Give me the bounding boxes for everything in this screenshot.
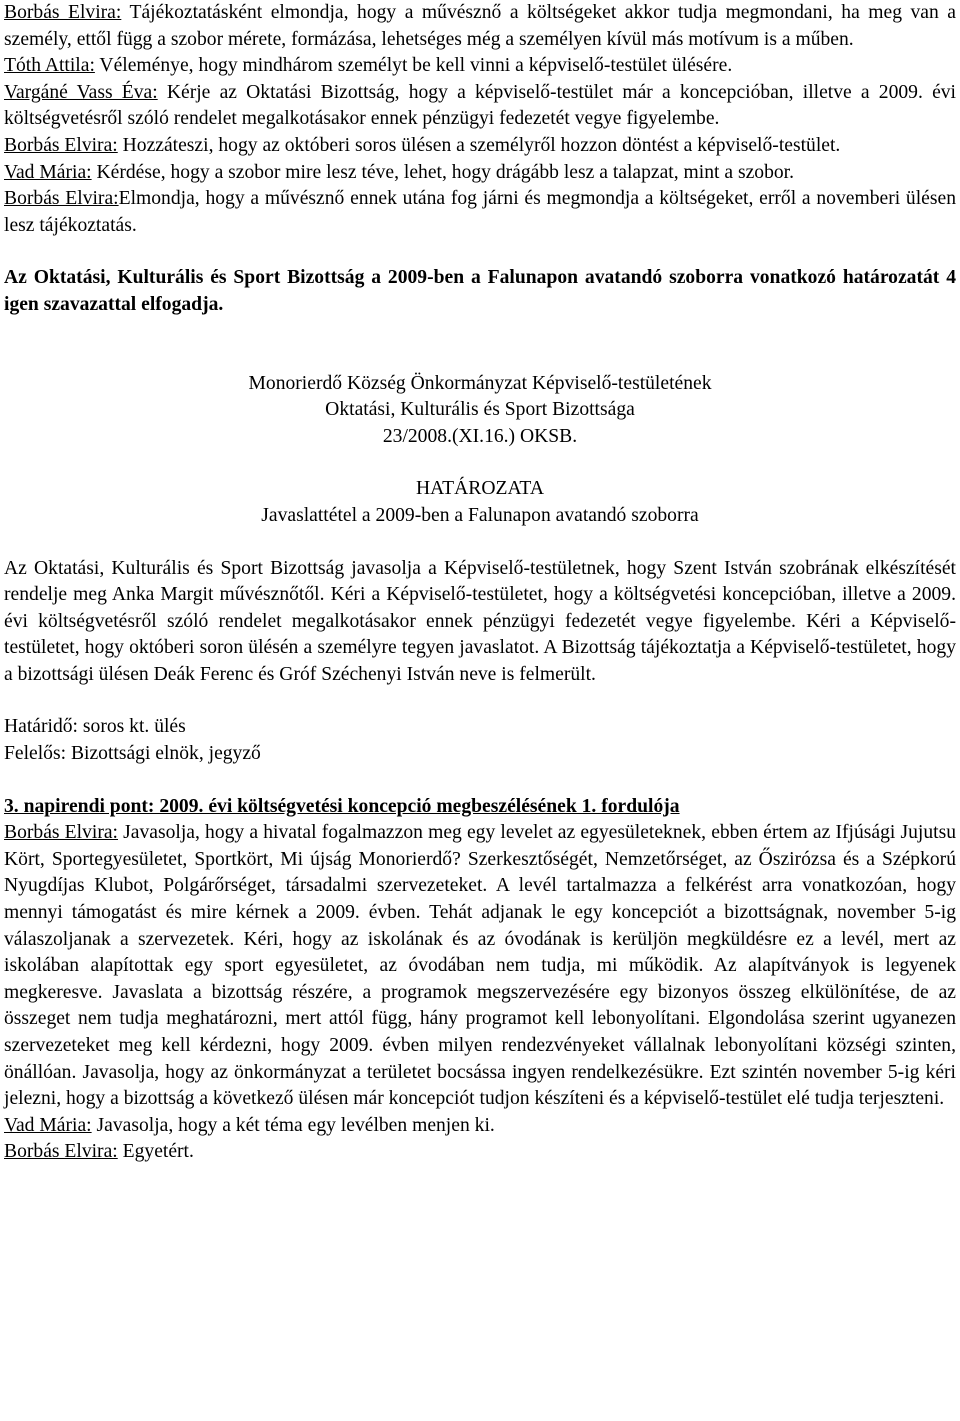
discussion-entry (4, 0, 956, 53)
discussion-entry (4, 1113, 956, 1140)
spacer (4, 239, 956, 265)
speaker-name: Borbás Elvira: (4, 1141, 118, 1163)
agenda-item-heading: 3. napirendi pont: 2009. évi költségvetési koncepció megbeszélésének 1. fordulója (4, 795, 680, 817)
discussion-entry (4, 160, 956, 187)
speaker-name: Borbás Elvira: (4, 822, 118, 844)
speech-text: Kérje az Oktatási Bizottság, hogy a képviselő-testület már a koncepcióban, illetve a 2009. évi költségvetésről szóló rendelet megalkotásakor ennek pénzügyi fedezetét vegye figyelembe. (4, 81, 957, 130)
speaker-name: Borbás Elvira: (4, 134, 118, 156)
resolution-responsible: Felelős: Bizottsági elnök, jegyző (4, 743, 261, 765)
discussion-entry (4, 186, 956, 239)
discussion-section (4, 0, 956, 239)
resolution-issuer-line-2: Oktatási, Kulturális és Sport Bizottsága (325, 399, 635, 421)
resolution-number: 23/2008.(XI.16.) OKSB. (382, 425, 578, 447)
resolution-deadline: Határidő: soros kt. ülés (4, 716, 186, 738)
speech-text: Javasolja, hogy a két téma egy levélben menjen ki. (91, 1114, 495, 1136)
spacer (4, 688, 956, 714)
spacer (4, 768, 956, 794)
speaker-name: Vad Mária: (4, 1114, 92, 1136)
discussion-entry (4, 133, 956, 160)
discussion-entry (4, 80, 956, 133)
resolution-body: Az Oktatási, Kulturális és Sport Bizottság javasolja a Képviselő-testületnek, hogy Szent István szobrának elkészítését rendelje meg Anka Margit művésznőtől. Kéri a Képviselő-testületet, hogy a költségvetési koncepcióban, illetve a 2009. évi költségvetésről szóló rendelet megalkotásakor ennek pénzügyi fedezetét vegye figyelembe. Kéri a Képviselő-testületet, hogy októberi soron ülésén a személyre tegyen javaslatot. A Bizottság tájékoztatja a Képviselő-testületet, hogy a bizottsági ülésen Deák Ferenc és Gróf Széchenyi István neve is felmerült. (4, 557, 956, 685)
speaker-name: Borbás Elvira: (4, 2, 122, 23)
discussion-entry (4, 53, 956, 80)
spacer (4, 450, 956, 476)
spacer (4, 319, 956, 371)
resolution-block (4, 371, 956, 768)
speech-text: Tájékoztatásként elmondja, hogy a művésznő a költségeket akkor tudja megmondani, ha meg van a személy, ettől függ a szobor mérete, formázása, lehetséges még a személyen kívül más motívum is a műben. (4, 2, 956, 50)
speaker-name: Vargáné Vass Éva: (4, 81, 158, 103)
speech-text: Hozzáteszi, hogy az októberi soros ülésen a személyről hozzon döntést a képviselő-testület. (117, 134, 841, 156)
speech-text: Javasolja, hogy a hivatal fogalmazzon meg egy levelet az egyesületeknek, ebben értem az Ifjúsági Jujutsu Kört, Sportegyesületet, Sportkört, Mi újság Monorierdő? Szerkesztőségét, Nemzetőrséget, az Őszirózsa és a Szépkorú Nyugdíjas Klubot, Polgárőrséget, társadalmi szervezeteket. A levél tartalmazza a felkérést arra vonatkozóan, hogy mennyi támogatást és mire kérnek a 2009. évben. Tehát adjanak le egy koncepciót a bizottságnak, november 5-ig válaszoljanak a szervezetek. Kéri, hogy az iskolának és az óvodának is kerüljön megküldésre ez a levél, mert az iskolában alapítottak egy sport egyesületet, az óvodában nem tudja, mi működik. Az alapítványok is legyenek megkeresve. Javaslata a bizottság részére, a programok megszervezésére egy bizonyos összeg elkülönítése, de az összeget nem tudja meghatározni, mert attól függ, hány programot kell lebonyolítani. Elgondolása szerint ugyanezen szervezeteket meg kell kérdezni, hogy 2009. évben milyen rendezvényeket vállalnak lebonyolítani községi szinten, önállóan. Javasolja, hogy az önkormányzat a területet bocsássa ingyen rendelkezésükre. Ezt szintén november 5-ig kéri jelezni, hogy a bizottság a következő ülésen már koncepciót tudjon készíteni és a képviselő-testület elé tudja terjeszteni. (4, 822, 956, 1110)
speaker-name: Borbás Elvira: (4, 188, 119, 210)
agenda-item-section (4, 794, 956, 1166)
discussion-entry (4, 820, 956, 1113)
resolution-subject: Javaslattétel a 2009-ben a Falunapon avatandó szoborra (261, 504, 699, 526)
spacer (4, 530, 956, 556)
speaker-name: Tóth Attila: (4, 55, 95, 77)
speech-text: Véleménye, hogy mindhárom személyt be kell vinni a képviselő-testület ülésére. (94, 55, 733, 77)
speaker-name: Vad Mária: (4, 161, 92, 183)
discussion-entry (4, 1139, 956, 1166)
speech-text: Egyetért. (117, 1141, 194, 1163)
speech-text: Kérdése, hogy a szobor mire lesz téve, lehet, hogy drágább lesz a talapzat, mint a szobor. (91, 161, 795, 183)
resolution-title: HATÁROZATA (416, 478, 544, 500)
speech-text: Elmondja, hogy a művésznő ennek utána fog járni és megmondja a költségeket, erről a novemberi ülésen lesz tájékoztatás. (4, 188, 956, 236)
decision-summary: Az Oktatási, Kulturális és Sport Bizottság a 2009-ben a Falunapon avatandó szoborra vonatkozó határozatát 4 igen szavazattal elfogadja. (4, 267, 956, 315)
resolution-issuer-line-1: Monorierdő Község Önkormányzat Képviselő-testületének (248, 372, 712, 394)
